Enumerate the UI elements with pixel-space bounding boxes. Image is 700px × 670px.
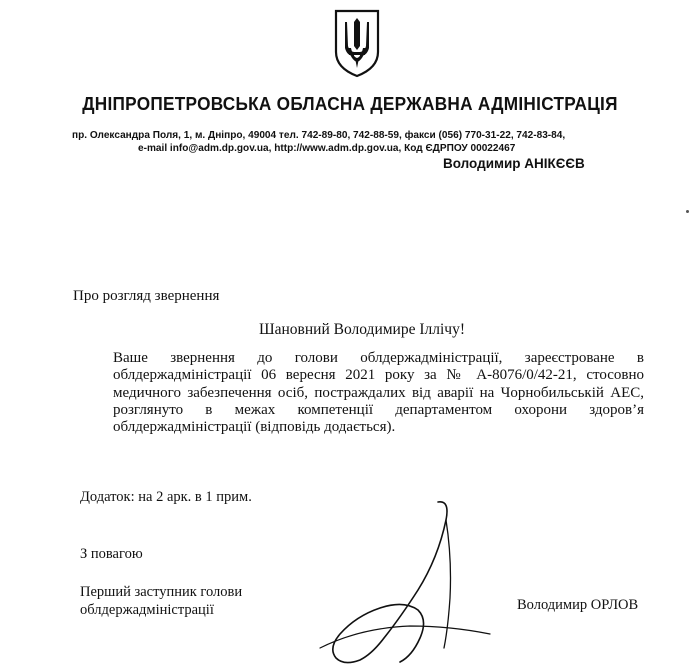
contact-address-line: пр. Олександра Поля, 1, м. Дніпро, 49004 тел. 742-89-80, 742-88-59, факси (056) 770-31-22, 742-83-84, (72, 129, 566, 141)
letter-subject: Про розгляд звернення (73, 288, 220, 304)
paragraph-line: розглянуто в межах компетенції департаментом охорони здоров’я (113, 401, 644, 418)
closing-phrase: З повагою (80, 546, 143, 562)
paragraph-line: облдержадміністрації 06 вересня 2021 року за № А-8076/0/42-21, стосовно (113, 367, 644, 384)
signer-name: Володимир ОРЛОВ (517, 597, 639, 613)
trident-coat-of-arms-icon (333, 8, 381, 78)
paragraph-line: Ваше звернення до голови облдержадміністрації, зареєстроване в (113, 350, 644, 366)
letter-body-paragraph (74, 350, 644, 436)
recipient-name: Володимир АНІКЄЄВ (443, 156, 585, 171)
enclosure-note: Додаток: на 2 арк. в 1 прим. (80, 489, 252, 505)
paragraph-line: медичного забезпечення осіб, постраждалих від аварії на Чорнобильській АЕС, (113, 384, 644, 401)
paragraph-line: облдержадміністрації (відповідь додається). (113, 419, 396, 436)
contact-email-web-line: e-mail info@adm.dp.gov.ua, http://www.adm.dp.gov.ua, Код ЄДРПОУ 00022467 (138, 142, 516, 154)
signer-position-org: облдержадміністрації (80, 602, 214, 618)
scan-speck (686, 210, 689, 213)
signer-position: Перший заступник голови (80, 584, 243, 600)
handwritten-signature (300, 498, 500, 670)
salutation: Шановний Володимире Іллічу! (259, 321, 465, 338)
organization-title: ДНІПРОПЕТРОВСЬКА ОБЛАСНА ДЕРЖАВНА АДМІНІСТРАЦІЯ (82, 93, 618, 114)
